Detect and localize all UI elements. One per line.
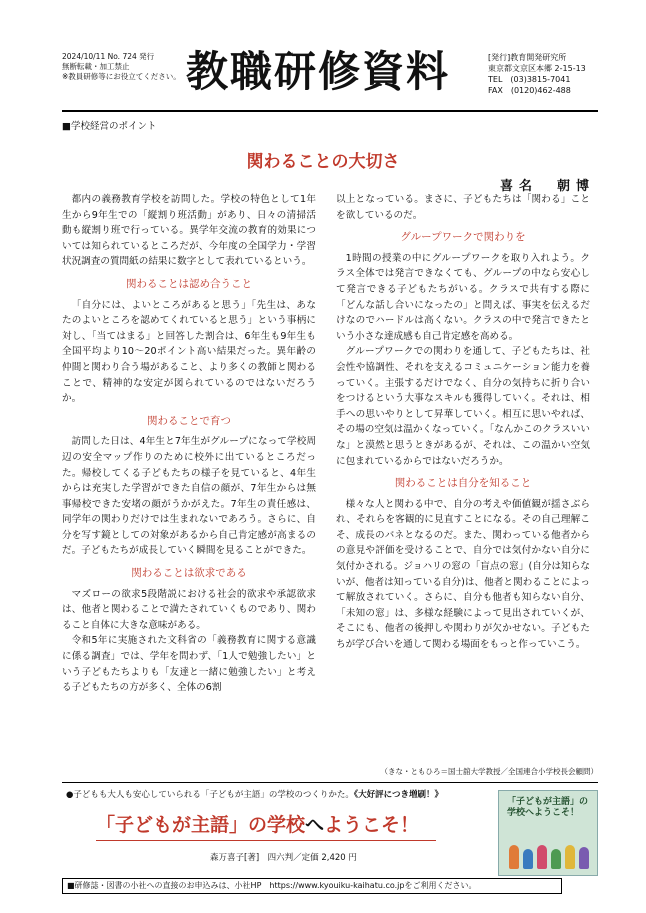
promo-author-price: 森万喜子[著] 四六判／定価 2,420 円 [210,853,357,863]
section-heading: 関わることは欲求である [131,567,247,580]
order-info-footer: ■研修誌・図書の小社への直接のお申込みは、小社HP https://www.kyouiku-kaihatu.co.jpをご利用ください。 [62,878,562,894]
book-figure-icon [537,845,547,869]
book-figure-icon [565,845,575,869]
body-paragraph: 1時間の授業の中にグループワークを取り入れよう。クラス全体では発言できなくても、グループの中なら安心して発言できる子どもたちがいる。クラスで共有する際に「どんな話し合いになったの」と問えば、事実を伝えるだけなのでハードルは高くない。クラスの中で発言できたという小さな達成感も自己肯定感を高める。 [336,252,590,342]
bottom-divider [62,782,598,783]
book-figure-icon [579,847,589,869]
promo-title-part2: へ [305,814,325,836]
section-heading: 関わることで育つ [147,414,231,427]
header-left [62,52,182,82]
header-right [488,52,628,96]
author-affiliation: （きな・ともひろ＝国士舘大学教授／全国連合小学校長会顧問） [380,767,598,776]
promo-line-text: ●子どもも大人も安心していられる「子どもが主語」の学校のつくりかた。 [66,790,354,800]
body-paragraph: マズローの欲求5段階説における社会的欲求や承認欲求は、他者と関わることで満たされていくものであり、関わること自体に大きな意味がある。 [62,588,316,631]
newsletter-title: 教職研修資料 [186,47,451,96]
category-label: ■学校経営のポイント [62,121,157,132]
body-paragraph: 以上となっている。まさに、子どもたちは「関わる」ことを欲しているのだ。 [336,194,590,221]
body-paragraph: 訪問した日は、4年生と7年生がグループになって学校周辺の安全マップ作りのために校外に出ているところだった。帰校してくる子どもたちの様子を見ていると、4年生からは充実した学習ができた自信の顔が、7年生からは無事帰校できた安堵の顔がうかがえた。7年生の責任感は、同学年の関わりだけでは生まれないであろう。さらに、自分を写す鏡としての対象があるから自己肯定感が高まるのだ。子どもたちが成長していく瞬間を見ることができた。 [62,436,316,557]
training-notice: ※教員研修等にお役立てください。 [62,72,181,81]
book-figure-icon [509,845,519,869]
body-paragraph: 様々な人と関わる中で、自分の考えや価値観が揺さぶられ、それらを客観的に見直すことになる。その自己理解こそ、成長のバネとなるのだ。また、関わっている他者からの意見や評価を受けることで、自分では気付かない自分に気付かされる。ジョハリの窓の「盲点の窓」(自分は知らないが、他者は知っている自分)は、他者と関わることによって解放されていく。さらに、自分も他者も知らない自分、「未知の窓」は、多様な経験によって見出されていくが、そこにも、他者の後押しや関わりが欠かせない。子どもたちが学び合いを通して関わる場面をもっと作っていこう。 [336,498,590,651]
body-paragraph: 都内の義務教育学校を訪問した。学校の特色として1年生から9年生での「縦割り班活動」があり、日々の清掃活動も縦割り班で行っている。異学年交流の教育的効果については知られているところだが、今年度の全国学力・学習状況調査の質問紙の結果に数字として表れているという。 [62,194,316,268]
book-cover-image [498,790,598,876]
promo-highlight: 《大好評につき増刷！》 [353,790,444,800]
promo-title-part3: ようこそ！ [324,814,420,836]
body-paragraph: 令和5年に実施された文科省の「義務教育に関する意識に係る調査」では、学年を問わず、「1人で勉強したい」という子どもたちよりも「友達と一緒に勉強したい」と考える子どもたちの方が多く、全体の6割 [62,635,316,694]
book-figure-icon [551,849,561,869]
body-paragraph: 「自分には、よいところがあると思う」「先生は、あなたのよいところを認めてくれていると思う」という事柄に対し、「当てはまる」と回答した割合は、6年生も9年生も全国平均より10～20ポイント高い結果だった。異年齢の仲間と関わり合う場があること、より多くの教師と関わることで、精神的な安定が図られているのではないだろうか。 [62,299,316,405]
publisher: [発行]教育開発研究所 [488,53,567,62]
author-name: 喜名 朝博 [500,179,596,194]
no-reprint-notice: 無断転載・加工禁止 [62,62,130,71]
body-paragraph: グループワークでの関わりを通して、子どもたちは、社会性や協調性、それを支えるコミュニケーション能力を養っていく。主張するだけでなく、自分の気持ちに折り合いをつけるという大事なスキルも獲得していく。それは、相手への思いやりとして昇華していく。相互に思いやれば、その場の空気は温かくなっていく。「なんかこのクラスいいな」と漠然と思うときがあるが、それは、この温かい空気に包まれているからではないだろうか。 [336,346,590,467]
article-column-right [336,192,590,653]
header-divider [62,110,598,112]
section-heading: 関わることは自分を知ること [394,477,532,490]
promo-book-title [96,810,419,837]
promo-underline [96,840,436,841]
issue-line: 2024/10/11 No. 724 発行 [62,52,155,61]
book-cover-title: 「子どもが主語」の学校へようこそ！ [507,797,589,818]
book-figure-icon [523,849,533,869]
section-heading: グループワークで関わりを [400,231,526,244]
fax: FAX (0120)462-488 [488,86,571,95]
promo-title-part1: 「子どもが主語」の学校 [96,814,306,836]
section-heading: 関わることは認め合うこと [126,277,252,290]
address: 東京都文京区本郷 2-15-13 [488,64,586,73]
promo-line [66,788,443,800]
tel: TEL (03)3815-7041 [488,75,571,84]
article-title: 関わることの大切さ [246,152,400,172]
article-column-left [62,192,316,696]
